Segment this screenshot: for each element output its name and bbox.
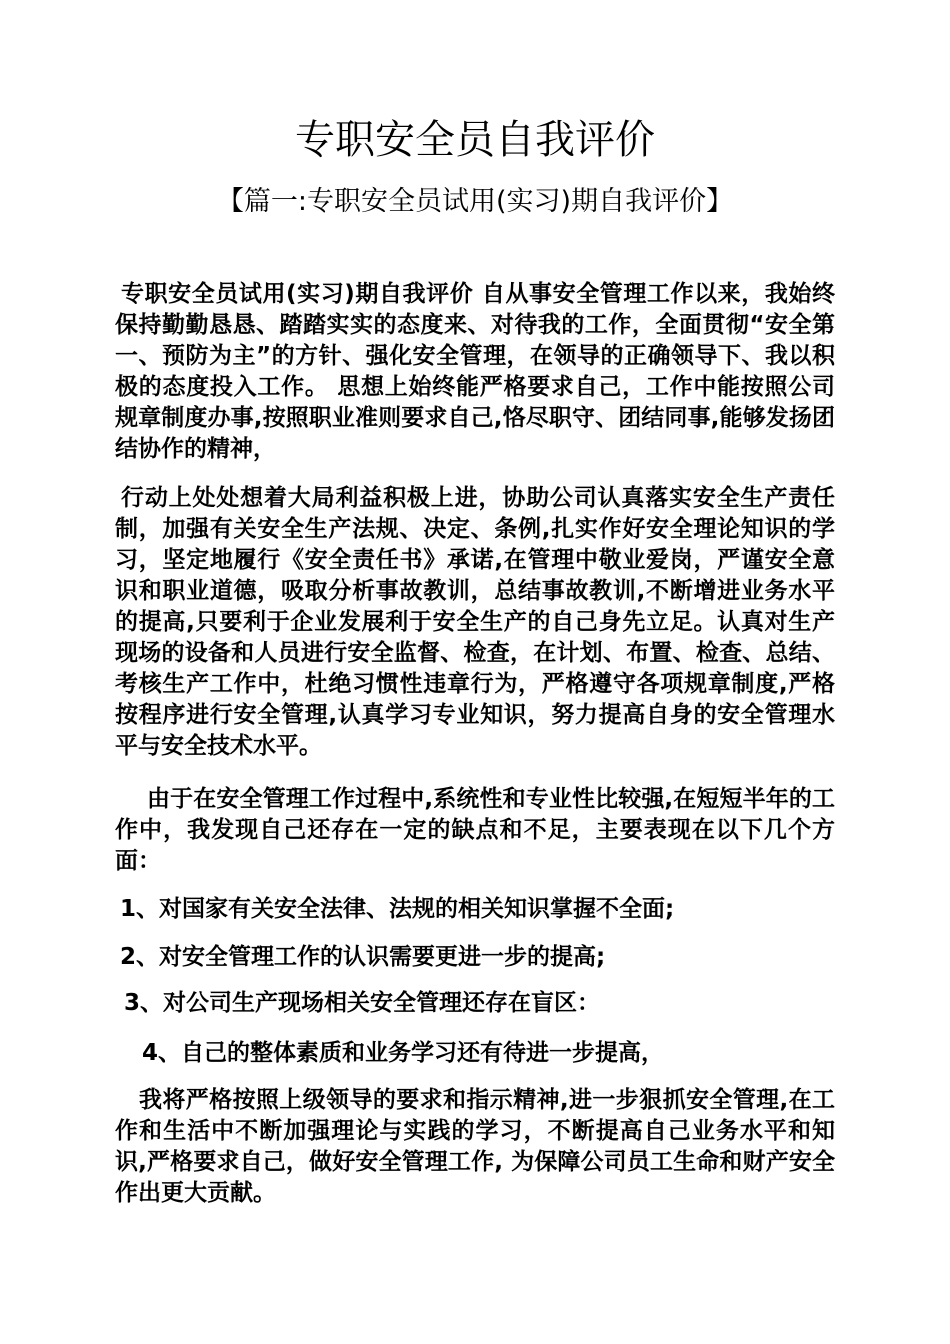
list-item: 3、对公司生产现场相关安全管理还存在盲区： [124, 990, 601, 1016]
list-item: 2、对安全管理工作的认识需要更进一步的提高; [120, 944, 606, 970]
document-subtitle: 【篇一:专职安全员试用(实习)期自我评价】 [216, 186, 734, 217]
paragraph: 行动上处处想着大局利益积极上进，协助公司认真落实安全生产责任制，加强有关安全生产法规、决定、条例,扎实作好安全理论知识的学习，坚定地履行《安全责任书》承诺,在管理中敬业爱岗，严谨安全意识和职业道德，吸取分析事故教训，总结事故教训,不断增进业务水平的提高,只要利于企业发展利于安全生产的自己身先立足。认真对生产现场的设备和人员进行安全监督、检查，在计划、布置、检查、总结、考核生产工作中，杜绝习惯性违章行为，严格遵守各项规章制度,严格按程序进行安全管理,认真学习专业知识，努力提高自身的安全管理水平与安全技术水平。 [115, 485, 835, 759]
list-item: 1、对国家有关安全法律、法规的相关知识掌握不全面; [120, 896, 675, 922]
list-item: 4、自己的整体素质和业务学习还有待进一步提高， [142, 1040, 665, 1066]
paragraph: 专职安全员试用(实习)期自我评价 自从事安全管理工作以来，我始终保持勤勤恳恳、踏踏实实的态度来、对待我的工作，全面贯彻“安全第一、预防为主”的方针、强化安全管理，在领导的正确领导下、我以积极的态度投入工作。 思想上始终能严格要求自己，工作中能按照公司规章制度办事,按照职业准则要求自己,恪尽职守、团结同事,能够发扬团结协作的精神， [115, 281, 835, 462]
closing-paragraph: 我将严格按照上级领导的要求和指示精神,进一步狠抓安全管理,在工作和生活中不断加强理论与实践的学习，不断提高自己业务水平和知识,严格要求自己，做好安全管理工作, 为保障公司员工生命和财产安全作出更大贡献。 [115, 1087, 835, 1206]
document-title: 专职安全员自我评价 [295, 117, 655, 163]
paragraph: 由于在安全管理工作过程中,系统性和专业性比较强,在短短半年的工作中，我发现自己还存在一定的缺点和不足，主要表现在以下几个方面： [115, 786, 835, 874]
